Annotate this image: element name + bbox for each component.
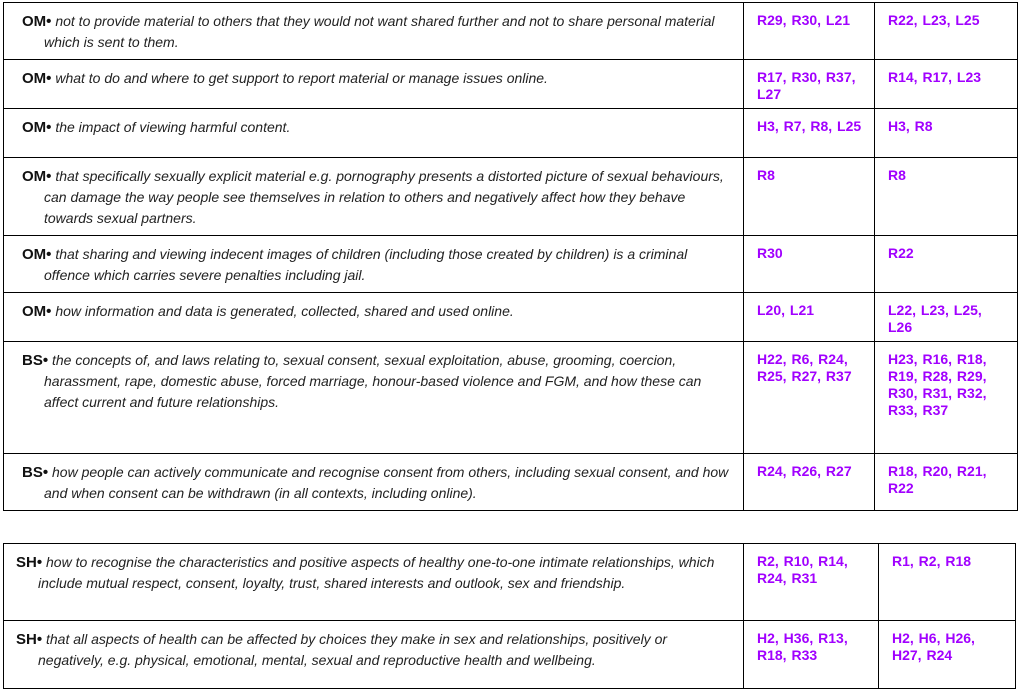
objective-text: the concepts of, and laws relating to, sexual consent, sexual exploitation, abuse, grooming, coercion, harassment, rape, domestic abuse, forced marriage, honour-based violence and FGM, and how these can affect current and future relationships. bbox=[44, 352, 702, 410]
objective-cell bbox=[4, 621, 744, 689]
objective-cell bbox=[4, 158, 744, 236]
reference-codes-col2: R24, R26, R27 bbox=[744, 454, 875, 511]
strand-code: OM bbox=[22, 70, 47, 87]
objective-text: what to do and where to get support to report material or manage issues online. bbox=[55, 70, 548, 86]
bullet: • bbox=[46, 303, 52, 320]
table-row bbox=[4, 3, 1018, 60]
objective-text: the impact of viewing harmful content. bbox=[55, 119, 291, 135]
objective-cell bbox=[4, 60, 744, 109]
curriculum-table-top bbox=[3, 2, 1018, 511]
table-row bbox=[4, 454, 1018, 511]
strand-code: BS bbox=[22, 464, 43, 481]
objective-text: how to recognise the characteristics and positive aspects of healthy one-to-one intimate relationships, which include mutual respect, consent, loyalty, trust, shared interests and outlook, sex and friendship. bbox=[38, 554, 715, 591]
bullet: • bbox=[46, 119, 52, 136]
reference-codes-col2: H3, R7, R8, L25 bbox=[744, 109, 875, 158]
table-row bbox=[4, 109, 1018, 158]
table-row bbox=[4, 621, 1016, 689]
strand-code: OM bbox=[22, 246, 47, 263]
strand-code: OM bbox=[22, 13, 47, 30]
table-row bbox=[4, 236, 1018, 293]
strand-code: OM bbox=[22, 303, 47, 320]
reference-codes-col2: L20, L21 bbox=[744, 293, 875, 342]
bullet: • bbox=[42, 352, 49, 369]
reference-codes-col2: R2, R10, R14, R24, R31 bbox=[744, 544, 879, 621]
bullet: • bbox=[46, 13, 52, 30]
strand-code: OM bbox=[22, 168, 47, 185]
strand-code: SH bbox=[16, 631, 37, 648]
objective-cell bbox=[4, 109, 744, 158]
strand-code: OM bbox=[22, 119, 47, 136]
strand-code: BS bbox=[22, 352, 43, 369]
objective-text: not to provide material to others that they would not want shared further and not to share personal material which is sent to them. bbox=[44, 13, 715, 50]
reference-codes-col2: R30 bbox=[744, 236, 875, 293]
objective-cell bbox=[4, 293, 744, 342]
objective-text: that sharing and viewing indecent images of children (including those created by children) is a criminal offence which carries severe penalties including jail. bbox=[44, 246, 688, 283]
bullet: • bbox=[36, 554, 43, 571]
objective-cell bbox=[4, 544, 744, 621]
reference-codes-col2: H22, R6, R24, R25, R27, R37 bbox=[744, 342, 875, 454]
bullet: • bbox=[42, 464, 49, 481]
reference-codes-col3: R22, L23, L25 bbox=[875, 3, 1018, 60]
table-row bbox=[4, 544, 1016, 621]
objective-text: how people can actively communicate and recognise consent from others, including sexual consent, and how and when consent can be withdrawn (in all contexts, including online). bbox=[44, 464, 729, 501]
reference-codes-col3: H2, H6, H26, H27, R24 bbox=[879, 621, 1016, 689]
objective-text: that all aspects of health can be affected by choices they make in sex and relationships, positively or negatively, e.g. physical, emotional, mental, sexual and reproductive health and wellbeing. bbox=[38, 631, 668, 668]
objective-text: that specifically sexually explicit material e.g. pornography presents a distorted picture of sexual behaviours, can damage the way people see themselves in relation to others and negatively affect how they behave towards sexual partners. bbox=[44, 168, 724, 226]
reference-codes-col2: H2, H36, R13, R18, R33 bbox=[744, 621, 879, 689]
bullet: • bbox=[46, 168, 52, 185]
objective-cell bbox=[4, 3, 744, 60]
reference-codes-col3: H3, R8 bbox=[875, 109, 1018, 158]
table-row bbox=[4, 342, 1018, 454]
reference-codes-col3: R8 bbox=[875, 158, 1018, 236]
bullet: • bbox=[46, 70, 52, 87]
table-row bbox=[4, 60, 1018, 109]
table-row bbox=[4, 158, 1018, 236]
objective-cell bbox=[4, 342, 744, 454]
strand-code: SH bbox=[16, 554, 37, 571]
reference-codes-col2: R29, R30, L21 bbox=[744, 3, 875, 60]
reference-codes-col3: R14, R17, L23 bbox=[875, 60, 1018, 109]
reference-codes-col3: H23, R16, R18, R19, R28, R29, R30, R31, R32, R33, R37 bbox=[875, 342, 1018, 454]
objective-cell bbox=[4, 454, 744, 511]
reference-codes-col2: R8 bbox=[744, 158, 875, 236]
reference-codes-col3: R1, R2, R18 bbox=[879, 544, 1016, 621]
table-row bbox=[4, 293, 1018, 342]
objective-text: how information and data is generated, collected, shared and used online. bbox=[55, 303, 514, 319]
curriculum-table-bottom bbox=[3, 543, 1016, 689]
reference-codes-col3: R22 bbox=[875, 236, 1018, 293]
reference-codes-col3: R18, R20, R21, R22 bbox=[875, 454, 1018, 511]
bullet: • bbox=[36, 631, 43, 648]
bullet: • bbox=[46, 246, 52, 263]
reference-codes-col2: R17, R30, R37, L27 bbox=[744, 60, 875, 109]
objective-cell bbox=[4, 236, 744, 293]
reference-codes-col3: L22, L23, L25, L26 bbox=[875, 293, 1018, 342]
